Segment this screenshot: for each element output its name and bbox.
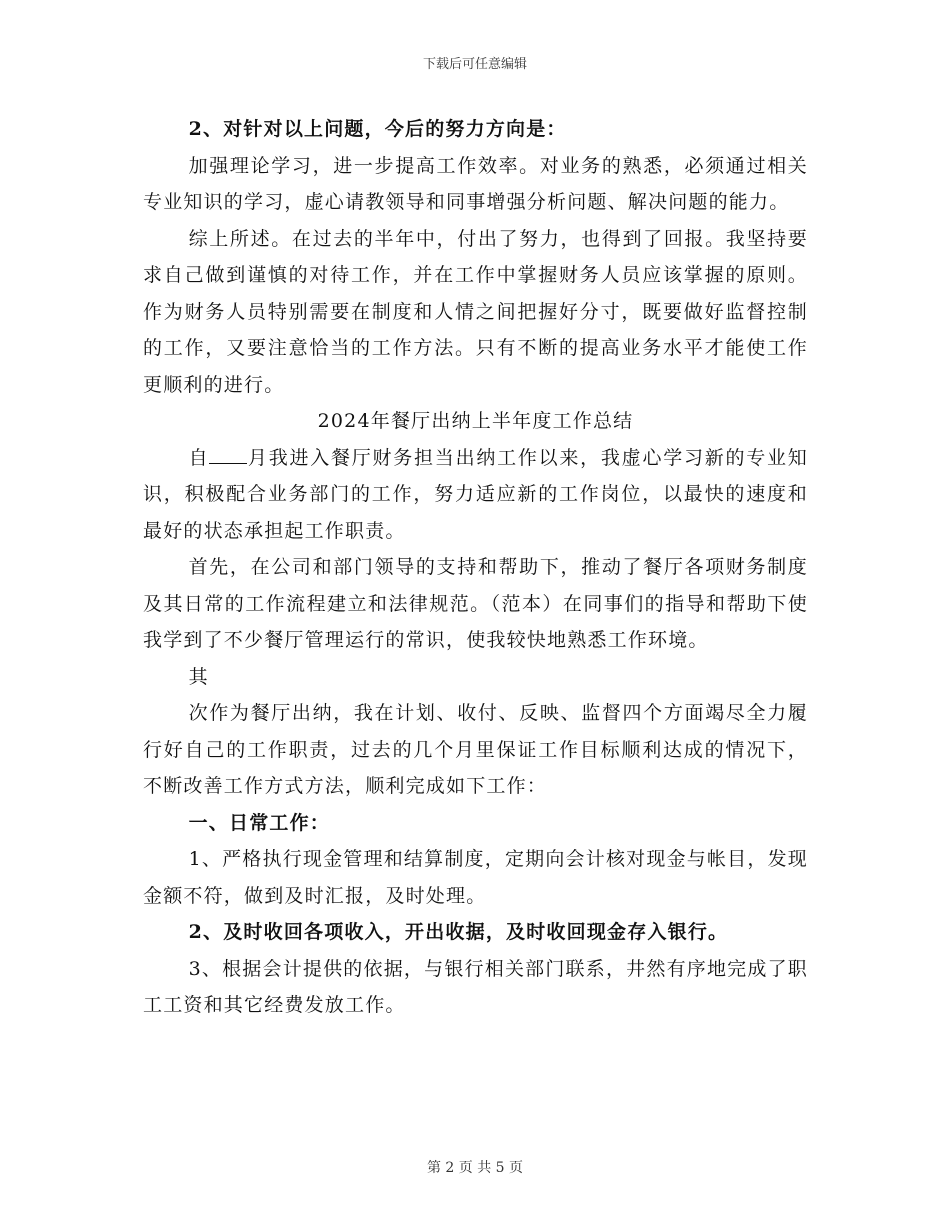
section-heading-improvement: 2、对针对以上问题，今后的努力方向是： bbox=[188, 118, 567, 140]
page-header: 下载后可任意编辑 bbox=[422, 57, 527, 72]
paragraph-second: 次作为餐厅出纳，我在计划、收付、反映、监督四个方面竭尽全力履行好自己的工作职责，过去的几个月里保证工作目标顺利达成的情况下，不断改善工作方式方法，顺利完成如下工作： bbox=[143, 702, 808, 797]
list-item-payroll: 3、根据会计提供的依据，与银行相关部门联系，井然有序地完成了职工工资和其它经费发放工作。 bbox=[143, 957, 808, 1016]
paragraph-first: 首先，在公司和部门领导的支持和帮助下，推动了餐厅各项财务制度及其日常的工作流程建立和法律规范。（范本）在同事们的指导和帮助下使我学到了不少餐厅管理运行的常识，使我较快地熟悉工作环境。 bbox=[143, 556, 808, 651]
paragraph-summary: 综上所述。在过去的半年中，付出了努力，也得到了回报。我坚持要求自己做到谨慎的对待工作，并在工作中掌握财务人员应该掌握的原则。作为财务人员特别需要在制度和人情之间把握好分寸，既要做好监督控制的工作，又要注意恰当的工作方法。只有不断的提高业务水平才能使工作更顺利的进行。 bbox=[143, 227, 808, 396]
document-body bbox=[143, 111, 808, 1024]
paragraph-intro bbox=[143, 440, 808, 550]
page-footer: 第 2 页 共 5 页 bbox=[426, 1160, 524, 1176]
list-item-cash-management: 1、严格执行现金管理和结算制度，定期向会计核对现金与帐目，发现金额不符，做到及时汇报，及时处理。 bbox=[143, 848, 808, 907]
paragraph-second-start: 其 bbox=[188, 665, 209, 688]
list-item-receipts: 2、及时收回各项收入，开出收据，及时收回现金存入银行。 bbox=[188, 921, 729, 943]
fill-in-blank bbox=[209, 445, 247, 464]
intro-text: 月我进入餐厅财务担当出纳工作以来，我虚心学习新的专业知识，积极配合业务部门的工作，努力适应新的工作岗位，以最快的速度和最好的状态承担起工作职责。 bbox=[143, 446, 808, 542]
paragraph-study: 加强理论学习，进一步提高工作效率。对业务的熟悉，必须通过相关专业知识的学习，虚心请教领导和同事增强分析问题、解决问题的能力。 bbox=[143, 154, 808, 213]
document-title: 2024年餐厅出纳上半年度工作总结 bbox=[317, 410, 634, 432]
intro-prefix: 自 bbox=[188, 446, 210, 469]
section-heading-daily-work: 一、日常工作： bbox=[188, 811, 330, 834]
